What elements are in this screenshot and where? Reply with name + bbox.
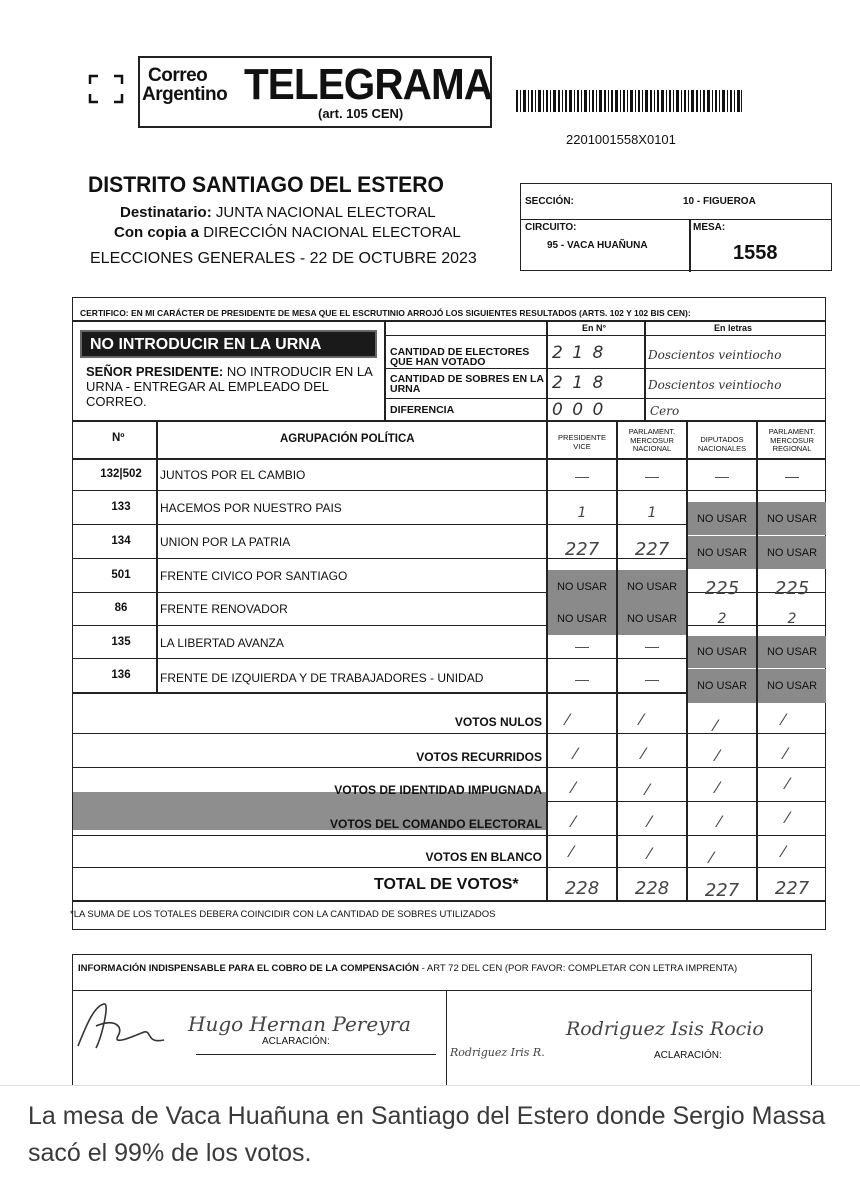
no-usar-cell: NO USAR (548, 570, 616, 603)
district-title: DISTRITO SANTIAGO DEL ESTERO (88, 172, 444, 197)
slash-mark: ⁄ (642, 744, 645, 763)
slash-mark: ⁄ (782, 710, 785, 729)
slash-mark: ⁄ (710, 848, 713, 867)
votes-cell: 225 (704, 578, 740, 599)
col-numero-header: Nº (112, 432, 125, 444)
mesa-value: 1558 (733, 242, 778, 264)
votes-cell: — (645, 671, 659, 687)
slash-mark: ⁄ (716, 746, 719, 765)
votes-cell: 2 (787, 611, 797, 627)
ctl-sobres-words: Doscientos veintiocho (648, 378, 782, 392)
votes-cell: — (785, 468, 799, 484)
barcode (516, 90, 742, 112)
slash-mark: ⁄ (570, 842, 573, 861)
total-label: TOTAL DE VOTOS* (374, 876, 519, 893)
party-name: FRENTE RENOVADOR (160, 602, 288, 616)
info-header-rest: - ART 72 DEL CEN (POR FAVOR: COMPLETAR CON LETRA IMPRENTA) (421, 963, 738, 974)
col-diputados-header: DIPUTADOS NACIONALES (697, 435, 747, 453)
senor-bold: SEÑOR PRESIDENTE: (86, 364, 224, 379)
logo-line1: Correo (148, 65, 208, 86)
destinatario-label: Destinatario: (120, 204, 212, 221)
slash-mark: ⁄ (574, 744, 577, 763)
party-name: FRENTE DE IZQUIERDA Y DE TRABAJADORES - UNIDAD (160, 671, 484, 685)
ctl-electores-digits: 2 1 8 (552, 343, 606, 363)
circuito-value: 95 - VACA HUAÑUNA (547, 240, 648, 251)
no-usar-cell: NO USAR (688, 636, 756, 668)
col-en-numero: En N° (582, 323, 607, 333)
signature-name-1: Hugo Hernan Pereyra (188, 1012, 411, 1036)
votos-nulos-label: VOTOS NULOS (454, 715, 542, 729)
no-usar-cell: NO USAR (618, 570, 686, 603)
aclaracion-label-2: ACLARACIÓN: (654, 1050, 722, 1061)
party-name: LA LIBERTAD AVANZA (160, 636, 284, 650)
votes-cell: 1 (647, 505, 657, 521)
slash-mark: ⁄ (714, 716, 717, 735)
total-presidente: 228 (564, 878, 600, 899)
ctl-sobres-label: CANTIDAD DE SOBRES EN LA URNA (390, 373, 544, 395)
ctl-electores-label: CANTIDAD DE ELECTORES QUE HAN VOTADO (390, 346, 530, 368)
row-number: 132|502 (100, 468, 142, 480)
votes-cell: 227 (564, 539, 600, 560)
no-usar-cell: NO USAR (618, 603, 686, 635)
row-number: 135 (111, 636, 131, 648)
total-mercosur-regional: 227 (774, 878, 810, 899)
senor-presidente-note (86, 364, 376, 409)
votes-cell: — (715, 468, 729, 484)
elecciones-date: ELECCIONES GENERALES - 22 DE OCTUBRE 2023 (90, 250, 477, 267)
correo-argentino-logo (128, 66, 240, 104)
col-mercosur-nacional-header: PARLAMENT. MERCOSUR NACIONAL (628, 427, 676, 453)
votos-comando-label: VOTOS DEL COMANDO ELECTORAL (329, 817, 542, 831)
circuito-label: CIRCUITO: (525, 222, 577, 233)
copia-value: DIRECCIÓN NACIONAL ELECTORAL (203, 224, 461, 241)
no-introducir-banner: NO INTRODUCIR EN LA URNA (80, 330, 377, 358)
votes-cell: — (575, 468, 589, 484)
no-usar-cell: NO USAR (688, 536, 756, 569)
copia-label: Con copia a (114, 224, 200, 241)
col-en-letras: En letras (714, 323, 753, 333)
slash-mark: ⁄ (640, 710, 643, 729)
no-usar-cell: NO USAR (688, 669, 756, 703)
copia (114, 224, 461, 241)
aclaracion-label-1: ACLARACIÓN: (262, 1036, 330, 1047)
slash-mark: ⁄ (786, 774, 789, 793)
destinatario-value: JUNTA NACIONAL ELECTORAL (215, 204, 436, 221)
row-number: 86 (114, 602, 128, 614)
no-usar-cell: NO USAR (758, 502, 826, 535)
votes-cell: 225 (774, 578, 810, 599)
signature-name-2: Rodriguez Isis Rocio (566, 1018, 764, 1040)
no-usar-cell: NO USAR (758, 636, 826, 668)
no-usar-cell: NO USAR (758, 669, 826, 703)
row-number: 136 (111, 669, 131, 681)
destinatario (120, 204, 436, 221)
slash-mark: ⁄ (648, 844, 651, 863)
mesa-label: MESA: (693, 222, 726, 233)
col-mercosur-regional-header: PARLAMENT. MERCOSUR REGIONAL (768, 427, 816, 453)
info-header-bold: INFORMACIÓN INDISPENSABLE PARA EL COBRO DE LA COMPENSACIÓN (78, 963, 419, 974)
info-header (78, 963, 737, 974)
col-presidente-header: PRESIDENTE VICE (558, 433, 606, 451)
party-name: UNION POR LA PATRIA (160, 535, 291, 549)
party-name: FRENTE CIVICO POR SANTIAGO (160, 569, 348, 583)
votes-cell: — (645, 638, 659, 654)
party-name: HACEMOS POR NUESTRO PAIS (160, 501, 342, 515)
telegram-subtitle: (art. 105 CEN) (318, 106, 404, 121)
votes-cell: 227 (634, 539, 670, 560)
party-name: JUNTOS POR EL CAMBIO (160, 468, 306, 482)
row-number: 134 (111, 535, 131, 547)
slash-mark: ⁄ (784, 744, 787, 763)
slash-mark: ⁄ (572, 812, 575, 831)
slash-mark: ⁄ (648, 812, 651, 831)
row-number: 133 (111, 501, 131, 513)
slash-mark: ⁄ (718, 812, 721, 831)
seccion-label: SECCIÓN: (525, 196, 574, 207)
ctl-diferencia-label: DIFERENCIA (390, 404, 455, 416)
ctl-sobres-digits: 2 1 8 (552, 373, 606, 393)
slash-mark: ⁄ (572, 778, 575, 797)
row-number: 501 (111, 569, 131, 581)
barcode-number: 2201001558X0101 (566, 132, 676, 147)
ctl-diferencia-digits: 0 0 0 (552, 400, 606, 420)
signature-short-2: Rodriguez Iris R. (450, 1046, 545, 1059)
slash-mark: ⁄ (566, 710, 569, 729)
ctl-electores-words: Doscientos veintiocho (648, 348, 782, 362)
seccion-value: 10 - FIGUEROA (683, 196, 756, 207)
votos-impugnada-label: VOTOS DE IDENTIDAD IMPUGNADA (334, 783, 542, 797)
caption-area (0, 1085, 860, 1200)
votes-cell: — (575, 671, 589, 687)
logo-line2: Argentino (142, 84, 228, 105)
slash-mark: ⁄ (786, 808, 789, 827)
certifico-text: CERTIFICO: EN MI CARÁCTER DE PRESIDENTE DE MESA QUE EL ESCRUTINIO ARROJÓ LOS SIGUIENTES RESULTADOS (ARTS. 102 Y 102 BIS CEN): (80, 308, 691, 318)
slash-mark: ⁄ (782, 842, 785, 861)
signature-scribble (74, 996, 170, 1056)
no-usar-cell: NO USAR (688, 502, 756, 535)
slash-mark: ⁄ (646, 780, 649, 799)
expand-icon[interactable] (88, 74, 124, 104)
votos-blanco-label: VOTOS EN BLANCO (425, 850, 542, 864)
col-agrupacion-header: AGRUPACIÓN POLÍTICA (280, 433, 415, 445)
no-usar-cell: NO USAR (548, 603, 616, 635)
votes-cell: 2 (717, 611, 727, 627)
total-footnote: *LA SUMA DE LOS TOTALES DEBERA COINCIDIR CON LA CANTIDAD DE SOBRES UTILIZADOS (70, 909, 496, 920)
total-diputados: 227 (704, 880, 740, 901)
location-box (520, 183, 832, 271)
image-caption: La mesa de Vaca Huañuna en Santiago del Estero donde Sergio Massa sacó el 99% de los votos. (28, 1102, 826, 1167)
votes-cell: — (645, 468, 659, 484)
total-mercosur-nacional: 228 (634, 878, 670, 899)
votes-cell: — (575, 638, 589, 654)
no-usar-cell: NO USAR (758, 536, 826, 569)
votos-recurridos-label: VOTOS RECURRIDOS (416, 750, 542, 764)
ctl-diferencia-words: Cero (650, 404, 680, 418)
senor-body: NO INTRODUCIR EN LA URNA - ENTREGAR AL EMPLEADO DEL CORREO. (86, 364, 373, 409)
votes-cell: 1 (577, 505, 587, 521)
slash-mark: ⁄ (716, 778, 719, 797)
telegram-title: TELEGRAMA (244, 60, 493, 109)
